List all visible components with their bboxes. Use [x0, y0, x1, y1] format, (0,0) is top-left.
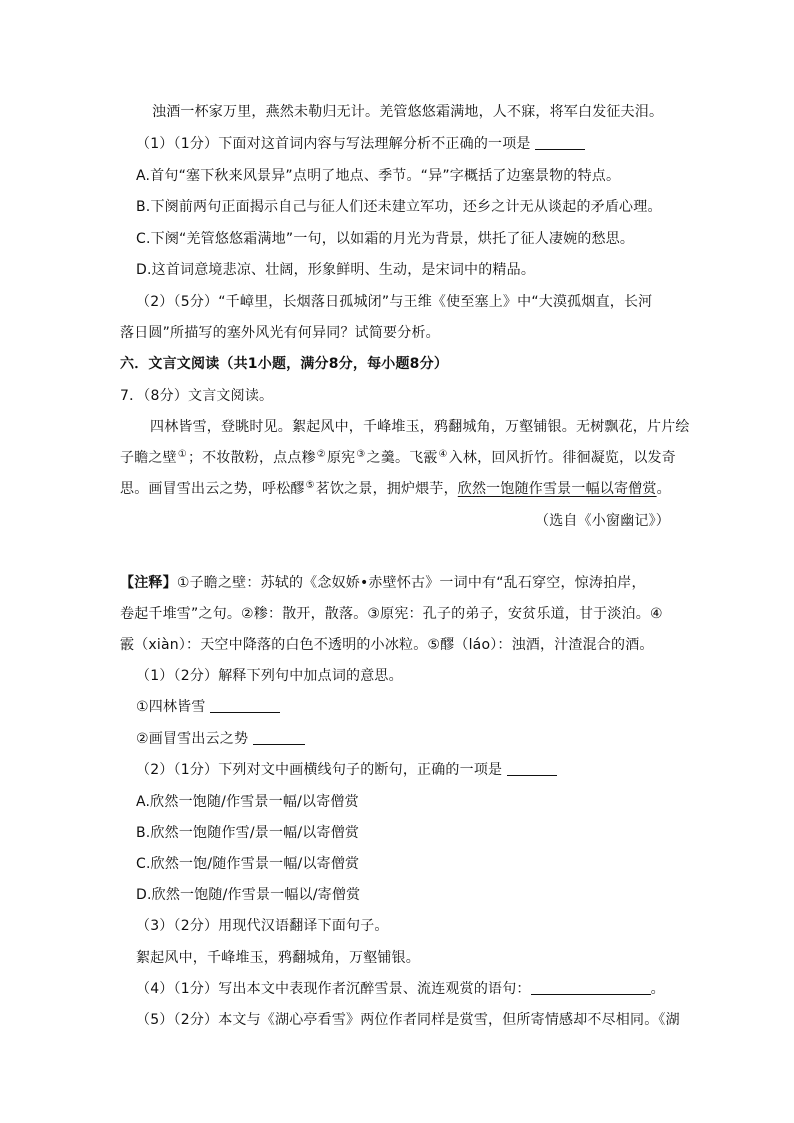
- q6-option-a: A.首句“塞下秋来风景异”点明了地点、季节。“异”字概括了边塞景物的特点。: [136, 168, 621, 184]
- passage-text: 茗饮之景，拥炉煨芋，: [315, 481, 458, 497]
- notes-label: 【注释】: [120, 575, 177, 591]
- passage-text: ；不妆散粉，点点糁: [187, 450, 316, 466]
- passage-text: 。: [656, 481, 671, 497]
- passage-text: 入林，回风折竹。徘徊凝览，以发奇: [448, 450, 676, 466]
- passage-line-1: 四林皆雪，登眺时见。絮起风中，千峰堆玉，鸦翻城角，万壑铺银。无树飘花，片片绘: [150, 419, 690, 435]
- q7-option-d: D.欣然一饱随/作雪景一幅以/寄僧赏: [136, 887, 361, 903]
- stem-text: （4）（1分）写出本文中表现作者沉醉雪景、流连观赏的语句：: [136, 981, 531, 997]
- passage-text: 思。画冒雪出云之势，呼松醪: [120, 481, 305, 497]
- section-heading: 六．文言文阅读（共1小题，满分8分，每小题8分）: [120, 356, 449, 372]
- q7-sub1-item2: [136, 729, 305, 749]
- q6-option-c: C.下阕“羌管悠悠霜满地”一句，以如霜的月光为背景，烘托了征人凄婉的愁思。: [136, 231, 635, 247]
- q7-sub2-stem: [136, 760, 557, 780]
- q7-option-b: B.欣然一饱随作雪/景一幅/以寄僧赏: [136, 825, 360, 841]
- notes-line-1: [120, 573, 646, 593]
- note-marker: ①: [177, 449, 187, 460]
- note-marker: ⑤: [305, 480, 315, 491]
- passage-text: 之羹。飞霰: [366, 450, 438, 466]
- q6-sub2-line1: （2）（5分）“千嶂里，长烟落日孤城闭”与王维《使至塞上》中“大漠孤烟直，长河: [136, 294, 653, 310]
- answer-blank[interactable]: [531, 980, 651, 995]
- stem-end: 。: [650, 981, 665, 997]
- passage-line-2: [120, 448, 676, 468]
- q7-sub3-stem: （3）（2分）用现代汉语翻译下面句子。: [136, 918, 389, 934]
- note-marker: ③: [356, 449, 366, 460]
- q6-option-d: D.这首词意境悲凉、壮阔，形象鲜明、生动，是宋词中的精品。: [136, 262, 536, 278]
- answer-blank[interactable]: [507, 761, 557, 776]
- q6-sub1-stem-text: （1）（1分）下面对这首词内容与写法理解分析不正确的一项是: [136, 136, 536, 152]
- q7-option-a: A.欣然一饱随/作雪景一幅/以寄僧赏: [136, 794, 359, 810]
- q7-sub5-stem: （5）（2分）本文与《湖心亭看雪》两位作者同样是赏雪，但所寄情感却不尽相同。《湖: [136, 1012, 680, 1028]
- q6-sub1-stem: [136, 134, 585, 154]
- passage-source: （选自《小窗幽记》）: [535, 513, 670, 529]
- underlined-sentence: 欣然一饱随作雪景一幅以寄僧赏: [457, 481, 657, 497]
- answer-blank[interactable]: [210, 698, 280, 713]
- item-text: ①四林皆雪: [136, 699, 211, 715]
- notes-text: ①子瞻之壁：苏轼的《念奴娇•赤壁怀古》一词中有“乱石穿空，惊涛拍岸，: [176, 575, 646, 591]
- q7-sub1-stem: （1）（2分）解释下列句中加点词的意思。: [136, 668, 403, 684]
- answer-blank[interactable]: [535, 135, 585, 150]
- q7-sub1-item1: [136, 697, 280, 717]
- answer-blank[interactable]: [253, 730, 305, 745]
- note-marker: ②: [316, 449, 326, 460]
- q6-option-b: B.下阕前两句正面揭示自己与征人们还未建立军功，还乡之计无从谈起的矛盾心理。: [136, 199, 662, 215]
- stem-text: （2）（1分）下列对文中画横线句子的断句，正确的一项是: [136, 762, 507, 778]
- notes-line-2: 卷起千堆雪”之句。②糁：散开，散落。③原宪：孔子的弟子，安贫乐道，甘于淡泊。④: [120, 606, 663, 622]
- notes-line-3: 霰（xiàn）：天空中降落的白色不透明的小冰粒。⑤醪（láo）：浊酒，汁渣混合的酒。: [120, 637, 654, 653]
- q7-sub4-stem: [136, 979, 665, 999]
- q7-heading: 7．（8分）文言文阅读。: [120, 388, 274, 404]
- q7-sub3-sentence: 絮起风中，千峰堆玉，鸦翻城角，万壑铺银。: [136, 950, 420, 966]
- passage-text: 原宪: [326, 450, 356, 466]
- q7-option-c: C.欣然一饱/随作雪景一幅/以寄僧赏: [136, 856, 360, 872]
- item-text: ②画冒雪出云之势: [136, 731, 253, 747]
- note-marker: ④: [438, 449, 448, 460]
- passage-text: 子瞻之壁: [120, 450, 177, 466]
- passage-line-3: [120, 479, 671, 499]
- poem-tail-line: 浊酒一杯家万里，燕然未勒归无计。羌管悠悠霜满地，人不寐，将军白发征夫泪。: [152, 104, 664, 120]
- q6-sub2-line2: 落日圆”所描写的塞外风光有何异同？试简要分析。: [120, 325, 440, 341]
